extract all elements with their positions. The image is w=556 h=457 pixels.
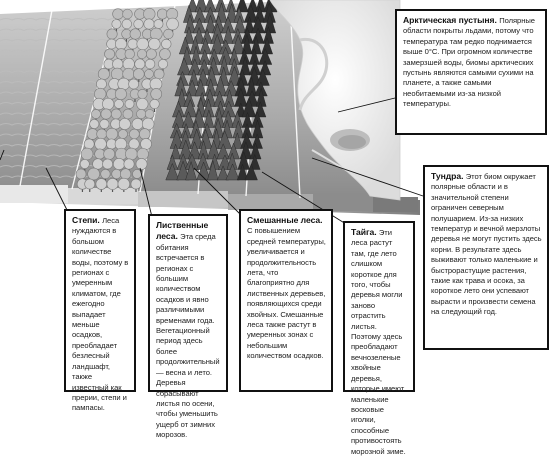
label-deciduous-forest	[148, 214, 228, 440]
taiga-text: Эти леса растут там, где лето слишком короткое для того, чтобы деревья могли заново отрастить листья. Поэтому здесь преобладают вечнозеленые хвойные деревья, которые имеют маленькие восковые иголки, способные противостоять морозной зиме.	[351, 228, 406, 456]
arctic-title: Арктическая пустыня.	[403, 15, 500, 25]
steppe-text: Леса нуждаются в большом количестве воды, поэтому в регионах с умеренным климатом, где ежегодно выпадает меньше осадков, преобладает безлесный ландшафт, также известный как прерии, степи и пампасы.	[72, 216, 129, 413]
tundra-title: Тундра.	[431, 171, 466, 181]
label-arctic-desert	[395, 9, 547, 135]
label-taiga	[343, 221, 415, 456]
mixed-title: Смешанные леса.	[247, 215, 323, 225]
steppe-title: Степи.	[72, 215, 103, 225]
mixed-text: С повышением средней температуры, увеличивается и продолжительность лета, что благоприятно для лиственных деревьев, появляющихся среди хвойных. Смешанные леса также растут в умеренных зонах с небольшим количеством осадков.	[247, 226, 326, 361]
deciduous-text: Эта среда обитания встречается в регионах с большим количеством осадков и явно различимыми временами года. Вегетационный период здесь более продолжительный — весна и лето. Деревья сбрасывают листья по осени, чтобы уменьшить ущерб от зимних морозов.	[156, 232, 220, 440]
label-steppe	[64, 209, 136, 413]
label-mixed-forest	[239, 209, 333, 392]
taiga-title: Тайга.	[351, 227, 379, 237]
label-tundra	[423, 165, 549, 350]
arctic-text: Полярные области покрыты льдами, потому что температура там редко поднимается выше 0°C. При огромном количестве замерзшей воды, биомы арктических пустынь являются самыми сухими на планете, а также самыми необитаемыми из-за низкой температуры.	[403, 16, 535, 109]
tundra-text: Этот биом окружает полярные области и в значительной степени ограничен северным полушарием. Из-за низких температур и вечной мерзлоты деревья не могут пустить здесь корни. В результате здесь выживают только маленькие и быстрорастущие растения, такие как трава и осока, за короткое лето они успевают вырасти и произвести семена на следующий год.	[431, 172, 542, 317]
deciduous-title: Лиственные леса.	[156, 220, 209, 242]
